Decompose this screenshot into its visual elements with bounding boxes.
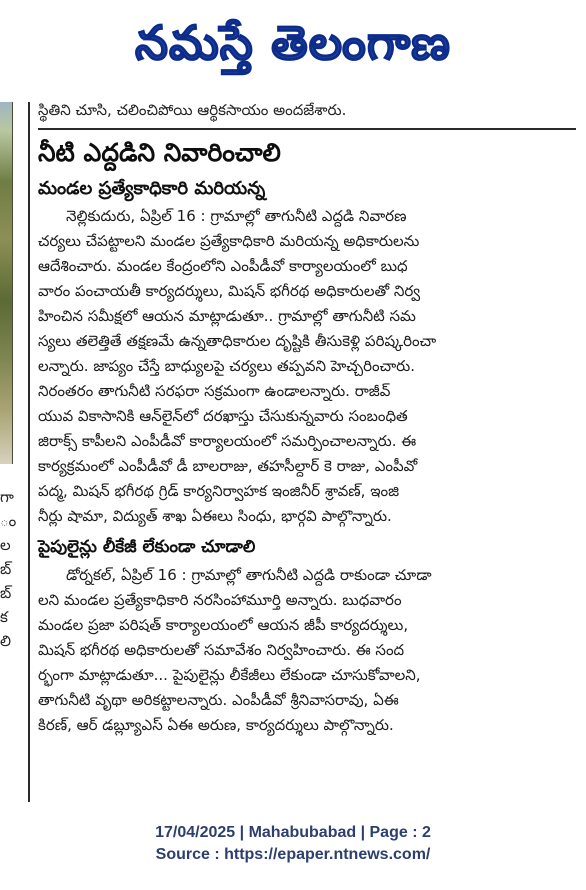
fragment-line: ల [0,536,11,554]
body-line: వారం పంచాయతీ కార్యదర్శులు, మిషన్ భగీరథ అధికారులతో నిర్వ [38,282,421,300]
fragment-line: గా [0,488,14,506]
body-line: నిరంతరం తాగునీటి సరఫరా సక్రమంగా ఉండాలన్నారు. రాజీవ్ [38,382,391,400]
column-divider [28,102,30,802]
body-line: హించిన సమీక్షలో ఆయన మాట్లాడుతూ.. గ్రామాల్లో తాగునీటి సమ [38,307,416,325]
masthead-title: నమస్తే తెలంగాణ [135,16,451,71]
body-line: చర్యలు చేపట్టాలని మండల ప్రత్యేకాధికారి మరియన్న అధికారులను [38,232,420,250]
body-line: యువ వికాసానికి ఆన్‌లైన్‌లో దరఖాస్తు చేసుకున్నవారు సంబంధిత [38,407,408,425]
body-line: నీర్లు షామా, విద్యుత్ శాఖ ఏఈలు సింధు, భార్గవి పాల్గొన్నారు. [38,507,392,525]
masthead [0,0,586,96]
fragment-line: ం [0,512,17,530]
body-line: లన్నారు. జాప్యం చేస్తే బాధ్యులపై చర్యలు తప్పవని హెచ్చరించారు. [38,357,416,375]
byline: మండల ప్రత్యేకాధికారి మరియన్న [38,178,266,199]
footer-source-link[interactable]: Source : https://epaper.ntnews.com/ [155,846,431,863]
body-line: పద్మ, మిషన్ భగీరథ గ్రిడ్ కార్యనిర్వాహక ఇంజినీర్ శ్రావణ్, ఇంజి [38,482,400,500]
body-line: నెల్లికుదురు, ఏప్రిల్ 16 : గ్రామాల్లో తాగునీటి ఎద్దడి నివారణ [66,207,407,225]
body-line: మిషన్ భగీరథ అధికారులతో సమావేశం నిర్వహించారు. ఈ సంద [38,641,405,659]
paragraph-2 [38,563,576,738]
body-line: కార్యక్రమంలో ఎంపీడీవో డీ బాలరాజు, తహసీల్దార్ కె రాజు, ఎంపీవో [38,457,418,475]
body-line: మండల ప్రజా పరిషత్ కార్యాలయంలో ఆయన జీపీ కార్యదర్శులు, [38,616,409,634]
body-line: తాగునీటి వృథా అరికట్టాలన్నారు. ఎంపీడీవో శ్రీనివాసరావు, ఏఈ [38,691,399,709]
body-line: ర్భంగా మాట్లాడుతూ... పైపులైన్లు లీకేజీలు లేకుండా చూసుకోవాలని, [38,666,421,684]
fragment-line: క [0,608,8,626]
headline: నీటి ఎద్దడిని నివారించాలి [38,138,281,167]
previous-article-tail: స్థితిని చూసి, చలించిపోయి ఆర్థికసాయం అందజేశారు. [38,101,347,119]
body-line: స్యలు తలెత్తితే తక్షణమే ఉన్నతాధికారుల దృష్టికి తీసుకెళ్లి పరిష్కరించా [38,332,437,350]
body-line: జిరాక్స్ కాపీలని ఎంపీడీవో కార్యాలయంలో సమర్పించాలన్నారు. ఈ [38,432,417,450]
footer-date-edition: 17/04/2025 | Mahabubabad | Page : 2 [155,824,431,841]
body-line: ఆదేశించారు. మండల కేంద్రంలోని ఎంపీడీవో కార్యాలయంలో బుధ [38,257,408,275]
footer [0,822,586,866]
body-line: కిరణ్, ఆర్ డబ్ల్యూఎస్ ఏఈ అరుణ, కార్యదర్శులు పాల్గొన్నారు. [38,716,394,734]
adjacent-photo-strip [0,102,13,464]
section-rule [38,128,576,130]
paragraph-1 [38,204,576,529]
body-line: డోర్నకల్, ఏప్రిల్ 16 : గ్రామాల్లో తాగునీటి ఎద్దడి రాకుండా చూడా [66,566,432,584]
adjacent-column-fragments [0,485,20,653]
subheadline: పైపులైన్లు లీకేజీ లేకుండా చూడాలి [38,537,256,557]
body-line: లని మండల ప్రత్యేకాధికారి నరసింహామూర్తి అన్నారు. బుధవారం [38,591,402,609]
fragment-line: బ్ [0,584,12,602]
fragment-line: లి [0,632,11,650]
fragment-line: బ్ [0,560,12,578]
article-clipping [0,92,586,810]
article-column [38,92,576,738]
